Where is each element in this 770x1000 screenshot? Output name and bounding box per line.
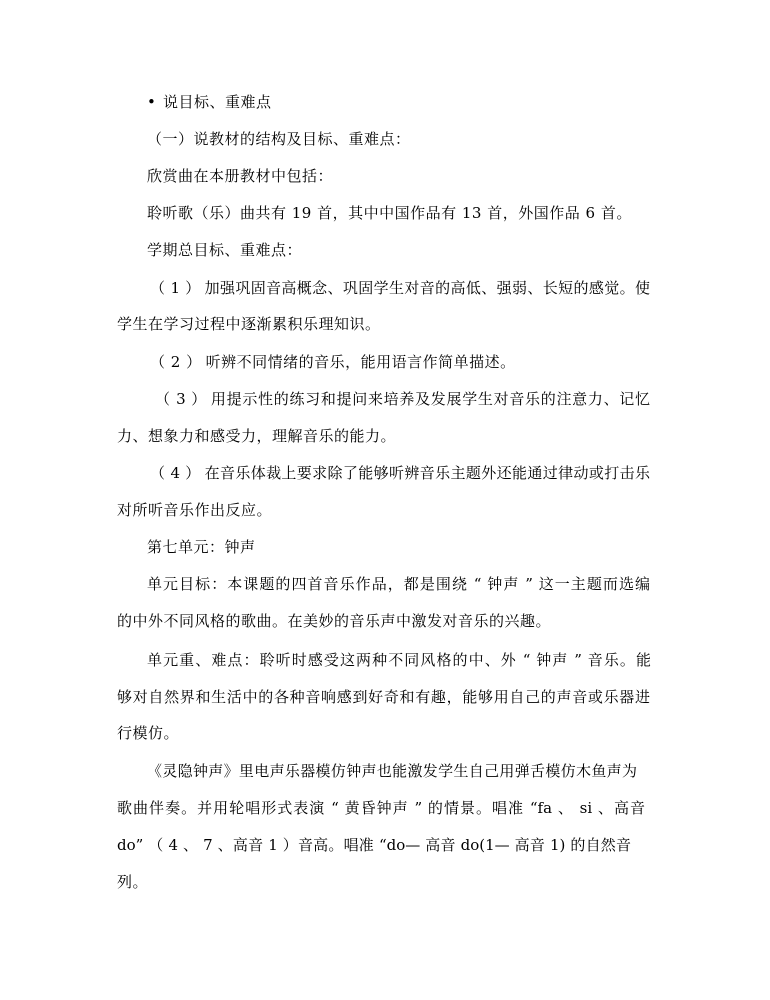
bullet-icon: •	[147, 93, 157, 111]
paragraph-line: do” （ 4 、 7 、高音 1 ）音高。唱准 “do— 高音 do(1— 高音 1) 的自然音	[117, 836, 631, 854]
goals-title: 学期总目标、重难点：	[147, 241, 303, 259]
goal-text: 听辨不同情绪的音乐，能用语言作简单描述。	[205, 353, 516, 371]
goal-item-line: 对所听音乐作出反应。	[117, 501, 273, 519]
paragraph-line: 行模仿。	[117, 724, 180, 742]
paragraph-line: 列。	[117, 873, 149, 891]
paragraph-line: 单元目标：本课题的四首音乐作品，都是围绕 “ 钟声 ” 这一主题而选编	[147, 575, 650, 593]
goal-text: 在音乐体裁上要求除了能够听辨音乐主题外还能通过律动或打击乐	[204, 464, 650, 482]
goal-item-line	[155, 389, 650, 409]
unit-title: 第七单元：钟声	[147, 538, 256, 556]
goal-marker: （ 1 ）	[150, 279, 201, 297]
heading-text: 说目标、重难点	[163, 93, 272, 111]
goal-item-line	[150, 463, 650, 483]
section-title: （一）说教材的结构及目标、重难点：	[147, 130, 411, 148]
intro-text: 欣赏曲在本册教材中包括：	[147, 167, 334, 185]
paragraph-line: 的中外不同风格的歌曲。在美妙的音乐声中激发对音乐的兴趣。	[117, 612, 552, 630]
goal-marker: （ 3 ）	[155, 390, 207, 408]
paragraph-line: 《灵隐钟声》里电声乐器模仿钟声也能激发学生自己用弹舌模仿木鱼声为	[147, 762, 637, 780]
goal-marker: （ 4 ）	[150, 464, 201, 482]
goal-marker: （ 2 ）	[150, 353, 202, 371]
goal-item-line	[150, 278, 650, 298]
goal-item-line: 学生在学习过程中逐渐累积乐理知识。	[117, 315, 381, 333]
goal-text: 加强巩固音高概念、巩固学生对音的高低、强弱、长短的感觉。使	[204, 279, 650, 297]
paragraph-line: 够对自然界和生活中的各种音响感到好奇和有趣，能够用自己的声音或乐器进	[117, 688, 650, 706]
paragraph-line: 歌曲伴奏。并用轮唱形式表演 “ 黄昏钟声 ” 的情景。唱准 “fa 、 si 、高音	[117, 799, 645, 817]
goal-item-line	[150, 352, 516, 372]
paragraph-line: 单元重、难点：聆听时感受这两种不同风格的中、外 “ 钟声 ” 音乐。能	[147, 651, 651, 669]
goal-item-line: 力、想象力和感受力，理解音乐的能力。	[117, 427, 397, 445]
bullet-heading	[147, 92, 272, 112]
goal-text: 用提示性的练习和提问来培养及发展学生对音乐的注意力、记忆	[210, 390, 650, 408]
works-count-text: 聆听歌（乐）曲共有 19 首，其中中国作品有 13 首，外国作品 6 首。	[147, 204, 632, 222]
